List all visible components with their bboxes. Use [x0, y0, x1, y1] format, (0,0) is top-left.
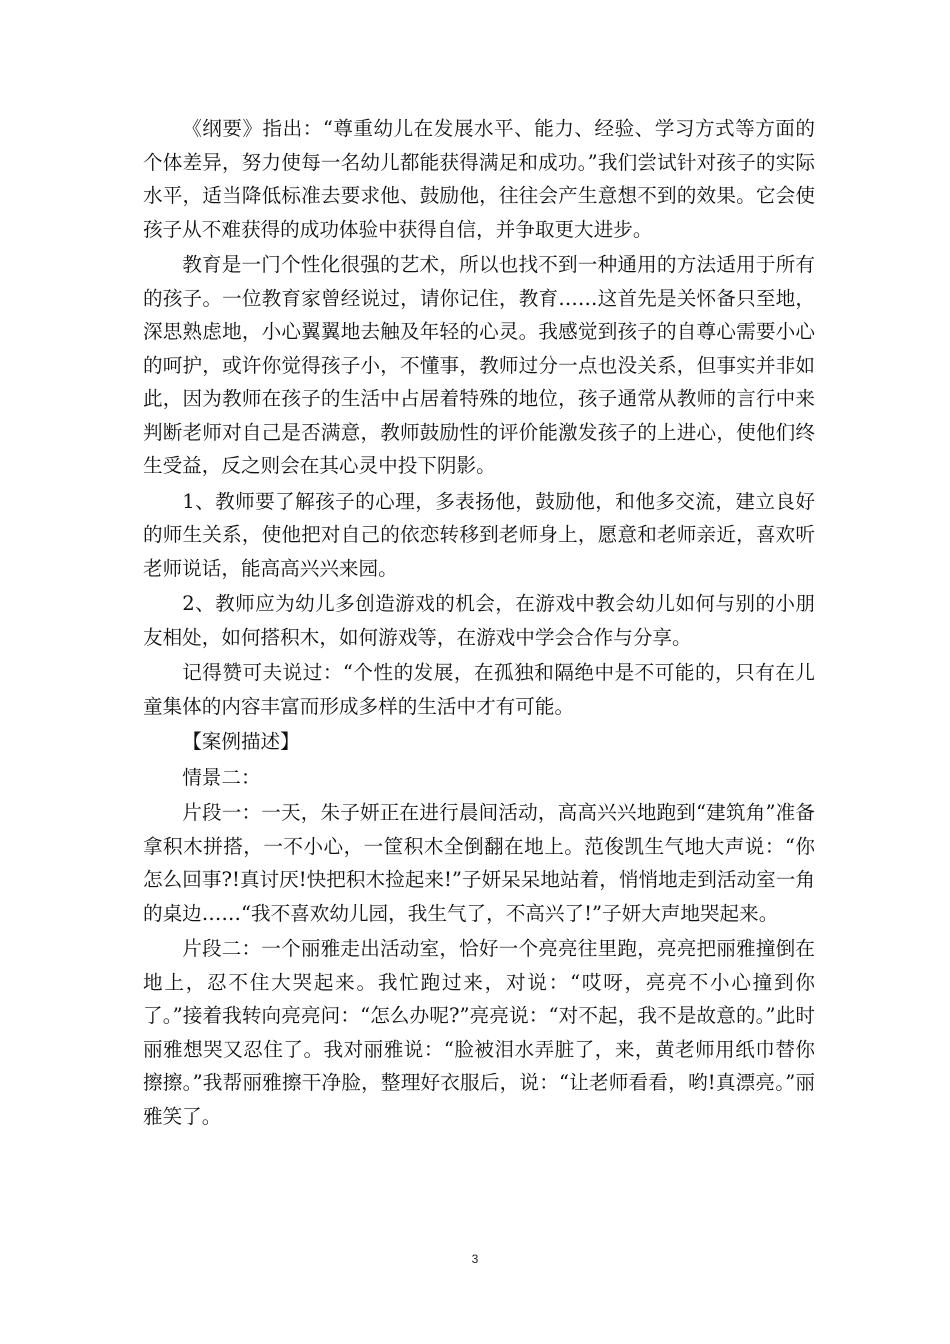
paragraph-education-art: 教育是一门个性化很强的艺术，所以也找不到一种通用的方法适用于所有的孩子。一位教育家曾经说过，请你记住，教育……这首先是关怀备只至地，深思熟虑地，小心翼翼地去触及年轻的心灵。我感觉到孩子的自尊心需要小心的呵护，或许你觉得孩子小，不懂事，教师过分一点也没关系，但事实并非如此，因为教师在孩子的生活中占居着特殊的地位，孩子通常从教师的言行中来判断老师对自己是否满意，教师鼓励性的评价能激发孩子的上进心，使他们终生受益，反之则会在其心灵中投下阴影。 — [143, 253, 815, 477]
paragraph-gangyao-quote: 《纲要》指出：“尊重幼儿在发展水平、能力、经验、学习方式等方面的个体差异，努力使每一名幼儿都能获得满足和成功。”我们尝试针对孩子的实际水平，适当降低标准去要求他、鼓励他，往往会产生意想不到的效果。它会使孩子从不难获得的成功体验中获得自信，并争取更大进步。 — [143, 117, 815, 241]
paragraph-point-1: 1、教师要了解孩子的心理，多表扬他，鼓励他，和他多交流，建立良好的师生关系，使他把对自己的依恋转移到老师身上，愿意和老师亲近，喜欢听老师说话，能高高兴兴来园。 — [143, 489, 815, 580]
paragraph-segment-2: 片段二：一个丽雅走出活动室，恰好一个亮亮往里跑，亮亮把丽雅撞倒在地上，忍不住大哭起来。我忙跑过来，对说：“哎呀，亮亮不小心撞到你了。”接着我转向亮亮问：“怎么办呢?”亮亮说：“对不起，我不是故意的。”此时丽雅想哭又忍住了。我对丽雅说：“脸被泪水弄脏了，来，黄老师用纸巾替你擦擦。”我帮丽雅擦干净脸，整理好衣服后，说：“让老师看看，哟!真漂亮。”丽雅笑了。 — [143, 937, 815, 1128]
scene-label: 情景二： — [182, 765, 261, 789]
document-body — [143, 112, 815, 1135]
paragraph-point-2: 2、教师应为幼儿多创造游戏的机会，在游戏中教会幼儿如何与别的小朋友相处，如何搭积木，如何游戏等，在游戏中学会合作与分享。 — [143, 592, 815, 649]
section-heading-case-description: 【案例描述】 — [182, 730, 300, 753]
paragraph-zankov-quote: 记得赞可夫说过：“个性的发展，在孤独和隔绝中是不可能的，只有在儿童集体的内容丰富而形成多样的生活中才有可能。 — [143, 661, 815, 718]
paragraph-segment-1: 片段一：一天，朱子妍正在进行晨间活动，高高兴兴地跑到“建筑角”准备拿积木拼搭，一不小心，一筐积木全倒翻在地上。范俊凯生气地大声说：“你怎么回事?!真讨厌!快把积木捡起来!”子妍呆呆地站着，悄悄地走到活动室一角的桌边……“我不喜欢幼儿园，我生气了，不高兴了!”子妍大声地哭起来。 — [143, 801, 815, 925]
page-number: 3 — [471, 1252, 479, 1266]
